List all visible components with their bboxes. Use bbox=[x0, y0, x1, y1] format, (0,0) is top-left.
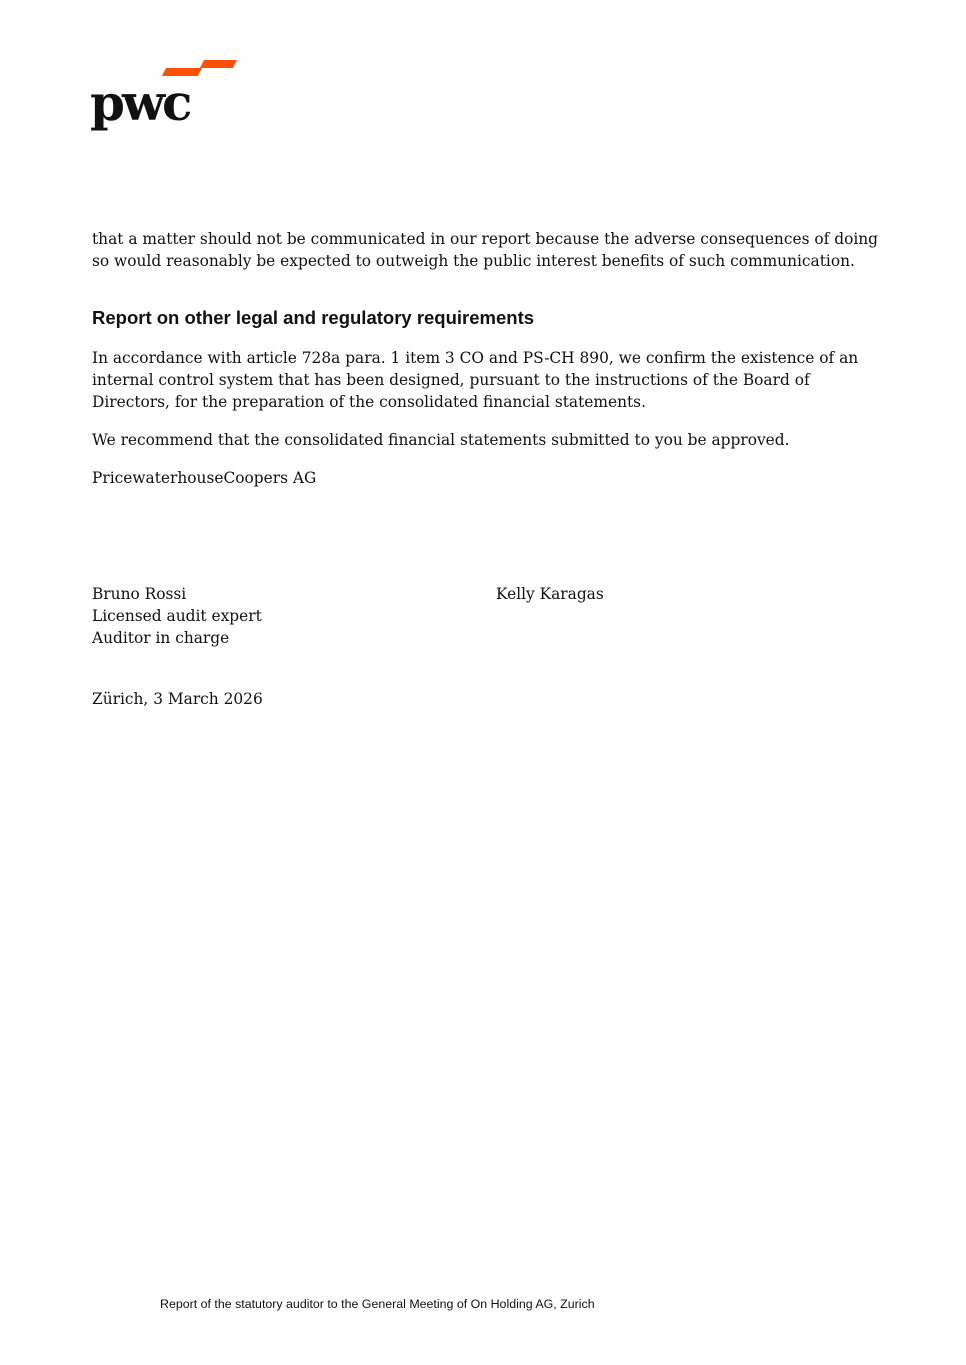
section-heading: Report on other legal and regulatory requirements bbox=[92, 307, 535, 328]
signatory-right bbox=[496, 583, 604, 605]
signatory-left-name: Bruno Rossi bbox=[92, 585, 187, 603]
logo-accent-bar-right bbox=[200, 60, 237, 68]
signature-block bbox=[92, 583, 882, 653]
signatory-left-title: Licensed audit expert bbox=[92, 607, 262, 625]
recommendation-paragraph: We recommend that the consolidated financial statements submitted to you be approved. bbox=[92, 431, 790, 449]
report-body bbox=[92, 228, 882, 489]
confirmation-paragraph: In accordance with article 728a para. 1 item 3 CO and PS-CH 890, we confirm the existence of an internal control system that has been designed, pursuant to the instructions of the Board of Directors, for the preparation of the consolidated financial statements. bbox=[92, 349, 859, 411]
firm-name: PricewaterhouseCoopers AG bbox=[92, 469, 317, 487]
signatory-right-name: Kelly Karagas bbox=[496, 585, 604, 603]
signatory-left-role: Auditor in charge bbox=[92, 629, 230, 647]
page-footer: Report of the statutory auditor to the General Meeting of On Holding AG, Zurich bbox=[160, 1297, 595, 1311]
logo-wordmark: pwc bbox=[90, 73, 190, 132]
continuation-paragraph: that a matter should not be communicated in our report because the adverse consequences of doing so would reasonably be expected to outweigh the public interest benefits of such communication. bbox=[92, 230, 879, 270]
place-and-date: Zürich, 3 March 2026 bbox=[92, 690, 263, 708]
pwc-logo bbox=[90, 58, 240, 134]
signatory-left bbox=[92, 583, 262, 649]
